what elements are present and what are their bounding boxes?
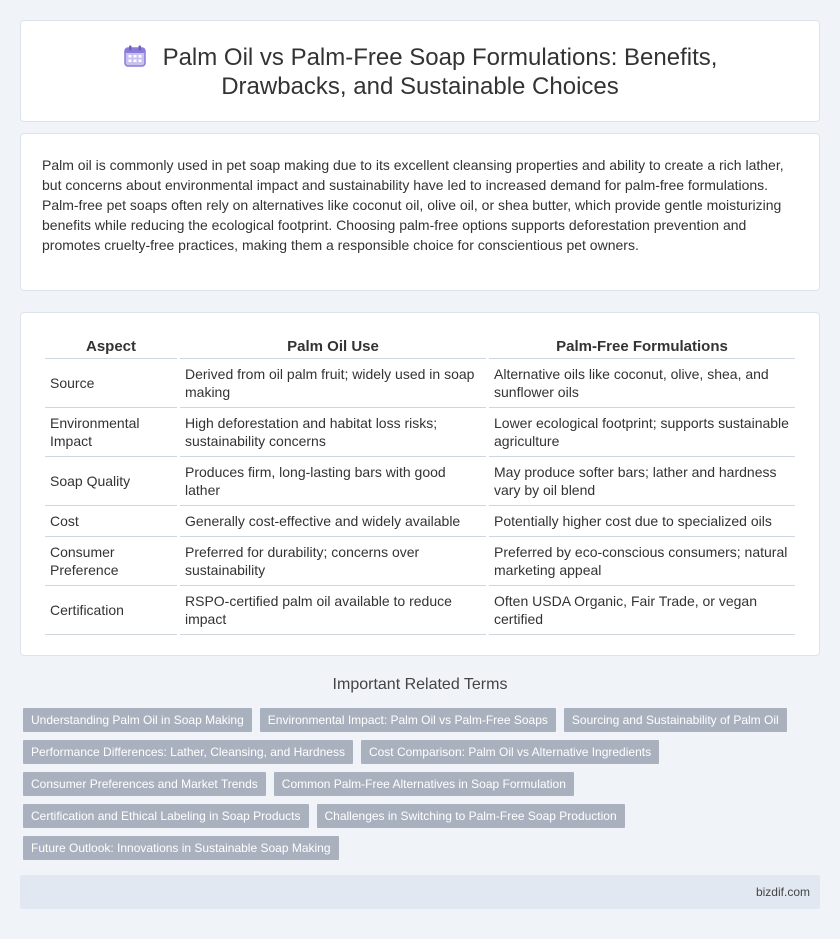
related-term-link[interactable]: Environmental Impact: Palm Oil vs Palm-Free Soaps [260,708,556,732]
table-cell-palm-free: Often USDA Organic, Fair Trade, or vegan certified [489,586,795,635]
calendar-icon [123,44,147,68]
page-title: Palm Oil vs Palm-Free Soap Formulations: Benefits, Drawbacks, and Sustainable Choices [162,44,718,100]
table-header-row [45,334,795,359]
column-header-palm-free: Palm-Free Formulations [489,334,795,359]
table-cell-aspect: Environmental Impact [45,408,177,457]
table-cell-palm-oil: Preferred for durability; concerns over sustainability [180,537,486,586]
table-row [45,506,795,537]
intro-card [20,133,820,291]
comparison-table-card [20,312,820,656]
table-cell-palm-oil: Produces firm, long-lasting bars with good lather [180,457,486,506]
table-cell-aspect: Certification [45,586,177,635]
related-term-link[interactable]: Common Palm-Free Alternatives in Soap Formulation [274,772,574,796]
table-cell-aspect: Cost [45,506,177,537]
table-cell-aspect: Consumer Preference [45,537,177,586]
table-row [45,586,795,635]
table-cell-palm-free: Alternative oils like coconut, olive, shea, and sunflower oils [489,359,795,408]
related-term-link[interactable]: Cost Comparison: Palm Oil vs Alternative Ingredients [361,740,659,764]
column-header-palm-oil: Palm Oil Use [180,334,486,359]
table-cell-palm-oil: Derived from oil palm fruit; widely used in soap making [180,359,486,408]
related-terms-list [23,708,813,860]
table-cell-palm-oil: RSPO-certified palm oil available to reduce impact [180,586,486,635]
table-cell-palm-free: Potentially higher cost due to specialized oils [489,506,795,537]
table-row [45,457,795,506]
related-terms-heading: Important Related Terms [332,676,508,693]
related-term-link[interactable]: Consumer Preferences and Market Trends [23,772,266,796]
related-term-link[interactable]: Understanding Palm Oil in Soap Making [23,708,252,732]
footer [20,875,820,909]
table-cell-palm-free: Preferred by eco-conscious consumers; natural marketing appeal [489,537,795,586]
table-row [45,537,795,586]
related-term-link[interactable]: Future Outlook: Innovations in Sustainable Soap Making [23,836,339,860]
column-header-aspect: Aspect [45,334,177,359]
related-term-link[interactable]: Performance Differences: Lather, Cleansing, and Hardness [23,740,353,764]
footer-site-link[interactable]: bizdif.com [755,885,810,899]
related-term-link[interactable]: Sourcing and Sustainability of Palm Oil [564,708,787,732]
table-cell-palm-free: May produce softer bars; lather and hardness vary by oil blend [489,457,795,506]
comparison-table [42,334,798,635]
table-cell-palm-free: Lower ecological footprint; supports sustainable agriculture [489,408,795,457]
table-cell-palm-oil: High deforestation and habitat loss risks; sustainability concerns [180,408,486,457]
related-term-link[interactable]: Certification and Ethical Labeling in Soap Products [23,804,309,828]
table-row [45,359,795,408]
table-cell-aspect: Source [45,359,177,408]
table-cell-aspect: Soap Quality [45,457,177,506]
table-row [45,408,795,457]
header-card [20,20,820,122]
page-title-wrap [21,43,819,101]
related-term-link[interactable]: Challenges in Switching to Palm-Free Soap Production [317,804,625,828]
table-cell-palm-oil: Generally cost-effective and widely available [180,506,486,537]
intro-paragraph: Palm oil is commonly used in pet soap making due to its excellent cleansing properties and ability to create a rich lather, but concerns about environmental impact and sustainability have led to increased demand for palm-free formulations. Palm-free pet soaps often rely on alternatives like coconut oil, olive oil, or shea butter, which provide gentle moisturizing benefits while reducing the ecological footprint. Choosing palm-free options supports deforestation prevention and promotes cruelty-free practices, making them a responsible choice for conscientious pet owners. [42,157,784,253]
